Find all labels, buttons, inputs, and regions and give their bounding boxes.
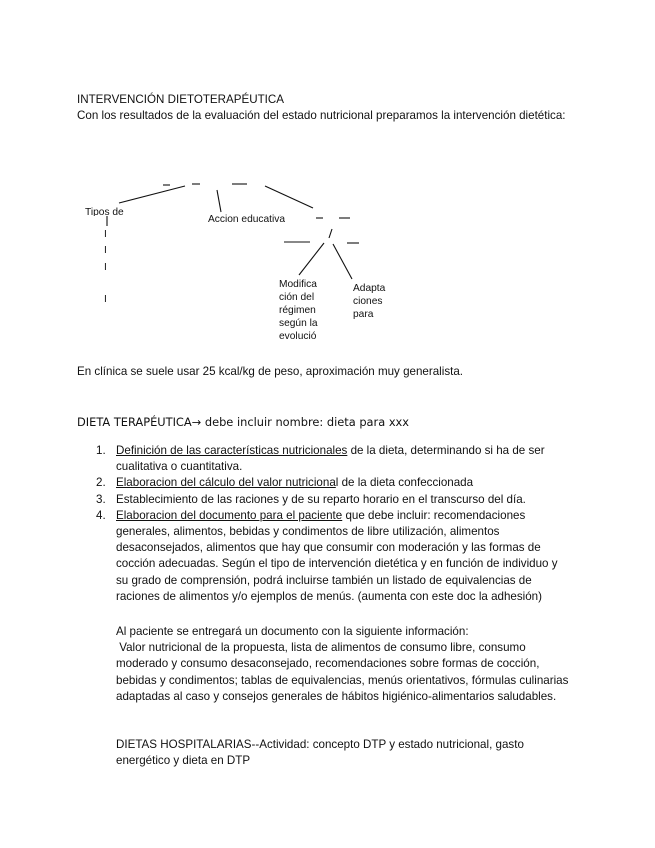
list-item-continuation: cocción adecuadas. Según el tipo de intervención dietética y en función de individuo y bbox=[116, 557, 558, 571]
list-item-continuation: raciones de alimentos y/o ejemplos de menús. (aumenta con este doc la adhesión) bbox=[116, 589, 542, 603]
dieta-terapeutica-line: DIETA TERAPÉUTICA→ debe incluir nombre: dieta para xxx bbox=[77, 415, 410, 429]
section-heading: INTERVENCIÓN DIETOTERAPÉUTICA bbox=[77, 93, 285, 106]
paciente-block bbox=[116, 624, 568, 705]
diagram-tick-mark: I bbox=[104, 294, 107, 305]
diagram-label-adaptaciones-line: para bbox=[353, 309, 374, 320]
list-item-number: 1. bbox=[96, 444, 106, 457]
diagram-label-adaptaciones-line: ciones bbox=[353, 296, 383, 307]
paciente-intro: Al paciente se entregará un documento con la siguiente información: bbox=[116, 625, 469, 638]
diagram-branch-modificacion bbox=[299, 243, 324, 275]
diagram-label-modificacion-line: evolució bbox=[279, 331, 317, 342]
hospitalarias-line: DIETAS HOSPITALARIAS--Actividad: concepto DTP y estado nutricional, gasto bbox=[116, 738, 524, 751]
list-item-text: de la dieta, determinando si ha de ser bbox=[347, 444, 545, 457]
list-item-number: 4. bbox=[96, 508, 106, 522]
list-item-text: l de la dieta confeccionada bbox=[335, 476, 474, 490]
list-item bbox=[96, 475, 596, 491]
diagram-branch-right bbox=[265, 186, 313, 208]
requirements-list bbox=[96, 443, 596, 605]
diagram-tick-mark: I bbox=[104, 229, 107, 240]
diagram-label-adaptaciones-line: Adapta bbox=[353, 283, 386, 294]
diagram-branch-adaptaciones bbox=[333, 244, 352, 279]
list-item bbox=[96, 443, 596, 475]
diagram-branch-mid bbox=[217, 190, 221, 212]
list-item-continuation: cualitativa o cuantitativa. bbox=[116, 460, 243, 474]
diagram-label-modificacion-line: régimen bbox=[279, 305, 316, 316]
list-item-continuation: su grado de comprensión, podrá incluirse también un listado de equivalencias de bbox=[116, 573, 532, 587]
paciente-line: Valor nutricional de la propuesta, lista de alimentos de consumo libre, consumo bbox=[116, 641, 526, 655]
diagram-label-modificacion-line: ción del bbox=[279, 292, 315, 303]
list-item bbox=[96, 508, 596, 605]
diagram-label-modificacion-line: Modifica bbox=[279, 279, 317, 290]
list-item-text: que debe incluir: recomendaciones bbox=[342, 508, 526, 522]
paciente-line: moderado y consumo desaconsejado, recomendaciones sobre formas de cocción, bbox=[116, 657, 540, 671]
diagram-label-tipos: Tipos de bbox=[85, 207, 124, 216]
list-item-underlined: Elaboracion del cálculo del valor nutriciona bbox=[116, 476, 336, 490]
diagram-node-stem bbox=[329, 229, 332, 238]
diagram-label-accion: Accion educativa bbox=[208, 214, 286, 223]
clinica-paragraph: En clínica se suele usar 25 kcal/kg de peso, aproximación muy generalista. bbox=[77, 365, 464, 378]
diagram-tick-mark: I bbox=[104, 262, 107, 273]
intervention-diagram bbox=[0, 0, 655, 360]
list-item-number: 2. bbox=[96, 476, 106, 490]
paciente-line: adaptadas al caso y consejos generales de hábitos higiénico-alimentarios saludables. bbox=[116, 689, 557, 703]
diagram-label-modificacion-line: según la bbox=[279, 318, 318, 329]
list-item-continuation: generales, alimentos, bebidas y condimentos de libre utilización, alimentos bbox=[116, 525, 500, 539]
list-item bbox=[96, 492, 596, 508]
list-item-underlined: Elaboracion del documento para el paciente bbox=[116, 508, 343, 522]
diagram-branch-left bbox=[119, 186, 185, 203]
list-item-continuation: desaconsejados, alimentos que hay que consumir con moderación y las formas de bbox=[116, 541, 541, 555]
hospitalarias-line: energético y dieta en DTP bbox=[116, 754, 251, 768]
intro-paragraph: Con los resultados de la evaluación del estado nutricional preparamos la intervención dietética: bbox=[77, 109, 566, 122]
paciente-line: bebidas y condimentos; tablas de equivalencias, menús orientativos, fórmulas culinarias bbox=[116, 673, 569, 687]
hospitalarias-block bbox=[116, 737, 524, 769]
diagram-tick-mark: I bbox=[104, 245, 107, 256]
list-item-underlined: Definición de las características nutricionales bbox=[116, 444, 348, 457]
list-item-number: 3. bbox=[96, 492, 106, 506]
list-item-text: Establecimiento de las raciones y de su reparto horario en el transcurso del día. bbox=[116, 492, 526, 506]
